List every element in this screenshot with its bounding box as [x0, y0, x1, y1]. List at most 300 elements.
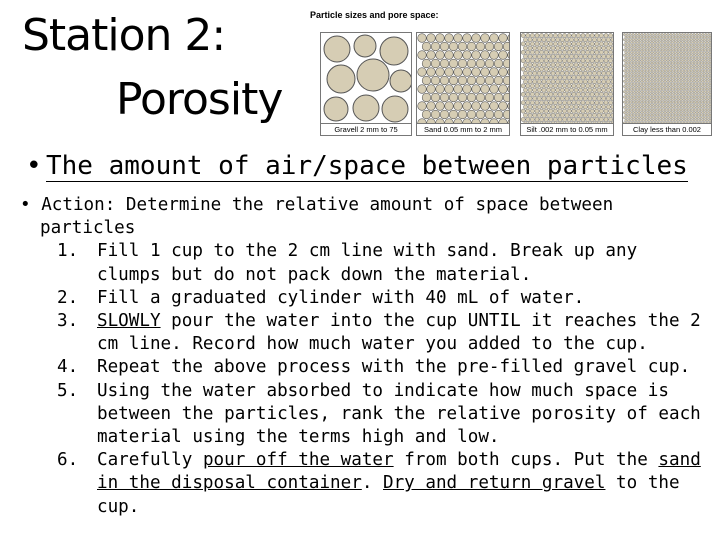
step-number: 2. [57, 287, 79, 308]
particle [530, 92, 534, 96]
particle [569, 63, 573, 67]
particle [705, 54, 707, 56]
particle [590, 33, 594, 37]
particle [645, 88, 647, 90]
particle [583, 63, 587, 67]
particle [654, 104, 656, 106]
particle [667, 44, 669, 46]
particle [540, 59, 544, 63]
particle [558, 92, 562, 96]
particle [604, 67, 608, 71]
particle [654, 72, 656, 74]
particle [576, 75, 580, 79]
particle [661, 59, 663, 61]
gravel-panel [320, 32, 412, 136]
particle [560, 113, 564, 117]
bullet-dot: • [26, 151, 42, 181]
particle [648, 109, 650, 111]
particle [597, 46, 601, 50]
particle [633, 57, 635, 59]
particle [651, 83, 653, 85]
particle [535, 117, 539, 121]
particle [668, 46, 670, 48]
particle [697, 52, 699, 54]
particle [523, 96, 527, 100]
particle [684, 75, 686, 77]
particle [668, 62, 670, 64]
particle [670, 111, 672, 113]
particle [671, 104, 673, 106]
particle [674, 98, 676, 100]
particle [625, 78, 627, 80]
particle [632, 101, 634, 103]
particle [625, 36, 627, 38]
particle [526, 84, 530, 88]
list-item [20, 449, 710, 519]
particle [671, 36, 673, 38]
particle [705, 59, 707, 61]
particle [639, 98, 641, 100]
particle [664, 33, 666, 35]
particle [565, 46, 569, 50]
particle [702, 33, 704, 35]
particle [597, 113, 601, 117]
particle [579, 46, 583, 50]
particle [641, 33, 643, 35]
particle [623, 85, 625, 87]
particle [574, 71, 578, 75]
particle [463, 102, 472, 111]
particle [602, 54, 606, 58]
particle [604, 50, 608, 54]
particle [638, 101, 640, 103]
particle [626, 80, 628, 82]
particle [542, 105, 546, 109]
particle [709, 114, 711, 116]
particle [636, 93, 638, 95]
particle [702, 49, 704, 51]
particle [625, 88, 627, 90]
particle [544, 59, 548, 63]
particle [709, 62, 711, 64]
particle [625, 119, 627, 121]
particle [490, 68, 499, 77]
particle [586, 117, 590, 121]
particle [586, 42, 590, 46]
particle [681, 49, 683, 51]
particle [528, 105, 532, 109]
particle [674, 78, 676, 80]
particle [595, 42, 599, 46]
particle [530, 42, 534, 46]
particle [658, 49, 660, 51]
particle [660, 78, 662, 80]
particle [551, 88, 555, 92]
particle [631, 104, 633, 106]
particle [546, 105, 550, 109]
particle [694, 93, 696, 95]
particle [633, 41, 635, 43]
particle [499, 68, 508, 77]
particle [651, 78, 653, 80]
particle [436, 34, 445, 43]
particle [658, 54, 660, 56]
particle [490, 34, 499, 43]
particle [706, 78, 708, 80]
particle [609, 42, 613, 46]
particle [544, 50, 548, 54]
particle [636, 98, 638, 100]
particle [662, 72, 664, 74]
particle [494, 110, 503, 119]
particle [696, 44, 698, 46]
particle [667, 33, 669, 35]
particle [684, 117, 686, 119]
step-emphasis: Dry and return gravel [383, 473, 606, 494]
particle [697, 72, 699, 74]
diagram-title: Particle sizes and pore space: [310, 10, 439, 20]
particle [633, 78, 635, 80]
particle [523, 63, 527, 67]
particle [654, 98, 656, 100]
particle [597, 38, 601, 42]
particle [644, 106, 646, 108]
particle [551, 80, 555, 84]
particle [623, 65, 625, 67]
particle [706, 46, 708, 48]
particle [706, 109, 708, 111]
particle [690, 117, 692, 119]
particle [680, 62, 682, 64]
particle [642, 98, 644, 100]
particle [644, 49, 646, 51]
particle [658, 75, 660, 77]
particle [648, 104, 650, 106]
particle [606, 80, 610, 84]
particle [629, 70, 631, 72]
particle [599, 101, 603, 105]
particle [629, 111, 631, 113]
sand-panel [416, 32, 510, 136]
particle [494, 93, 503, 102]
page-title-line1: Station 2: [22, 10, 226, 61]
particle [629, 59, 631, 61]
particle [709, 46, 711, 48]
particle [560, 54, 564, 58]
particle [683, 57, 685, 59]
particle [670, 44, 672, 46]
particle [705, 33, 707, 35]
particle [629, 54, 631, 56]
particle [700, 119, 702, 121]
particle [629, 49, 631, 51]
particle [645, 93, 647, 95]
particle [449, 59, 458, 68]
particle [633, 72, 635, 74]
particle [668, 88, 670, 90]
particle [693, 59, 695, 61]
particle [632, 59, 634, 61]
particle [642, 41, 644, 43]
particle [697, 36, 699, 38]
particle [540, 101, 544, 105]
particle [613, 75, 614, 79]
particle [686, 109, 688, 111]
particle [611, 71, 614, 75]
particle [609, 50, 613, 54]
particle [657, 46, 659, 48]
particle [678, 49, 680, 51]
particle [481, 34, 490, 43]
particle [660, 52, 662, 54]
particle [390, 70, 412, 92]
particle [528, 113, 532, 117]
step-text: Repeat the above process with the pre-filled gravel cup. [97, 357, 691, 378]
particle [699, 39, 701, 41]
particle [530, 59, 534, 63]
particle [696, 117, 698, 119]
particle [668, 52, 670, 54]
particle [427, 102, 436, 111]
particle [674, 57, 676, 59]
particle [691, 52, 693, 54]
particle [684, 33, 686, 35]
particle [590, 75, 594, 79]
particle [673, 54, 675, 56]
particle [657, 83, 659, 85]
particle [629, 80, 631, 82]
particle [652, 54, 654, 56]
particle [449, 93, 458, 102]
particle [667, 80, 669, 82]
particle [537, 71, 541, 75]
particle [676, 101, 678, 103]
particle [572, 117, 576, 121]
particle [651, 52, 653, 54]
particle [700, 67, 702, 69]
particle [537, 46, 541, 50]
particle [588, 63, 592, 67]
list-item [20, 380, 710, 450]
particle [707, 111, 709, 113]
particle [569, 46, 573, 50]
particle [677, 72, 679, 74]
particle [644, 96, 646, 98]
particle [662, 52, 664, 54]
particle [676, 91, 678, 93]
particle [626, 101, 628, 103]
particle [689, 93, 691, 95]
particle [671, 62, 673, 64]
particle [676, 75, 678, 77]
particle [657, 41, 659, 43]
particle [569, 88, 573, 92]
particle [664, 44, 666, 46]
particle [660, 88, 662, 90]
particle [563, 50, 567, 54]
particle [707, 44, 709, 46]
particle [563, 33, 567, 37]
particle [642, 83, 644, 85]
particle [609, 101, 613, 105]
particle [422, 93, 431, 102]
particle [678, 91, 680, 93]
particle [676, 96, 678, 98]
particle [667, 101, 669, 103]
particle [703, 93, 705, 95]
particle [696, 59, 698, 61]
particle [706, 119, 708, 121]
particle [667, 75, 669, 77]
particle [696, 111, 698, 113]
particle [687, 70, 689, 72]
particle [658, 39, 660, 41]
particle [611, 63, 614, 67]
particle [537, 113, 541, 117]
particle [641, 111, 643, 113]
particle [676, 70, 678, 72]
particle [668, 72, 670, 74]
particle [567, 50, 571, 54]
particle [660, 67, 662, 69]
particle [542, 113, 546, 117]
particle [540, 117, 544, 121]
particle [670, 33, 672, 35]
particle [599, 75, 603, 79]
particle [628, 57, 630, 59]
particle [606, 63, 610, 67]
particle [537, 96, 541, 100]
particle [638, 91, 640, 93]
particle [705, 111, 707, 113]
particle [641, 65, 643, 67]
particle [707, 91, 709, 93]
particle [667, 96, 669, 98]
particle [535, 75, 539, 79]
particle [661, 70, 663, 72]
particle [684, 85, 686, 87]
particle [703, 98, 705, 100]
particle [652, 85, 654, 87]
particle [690, 44, 692, 46]
particle [664, 39, 666, 41]
particle [629, 106, 631, 108]
particle [649, 39, 651, 41]
action-continuation: particles [40, 218, 136, 239]
particle [635, 39, 637, 41]
particle [530, 109, 534, 113]
particle [694, 104, 696, 106]
particle [667, 54, 669, 56]
particle [542, 54, 546, 58]
particle [694, 41, 696, 43]
particle [664, 85, 666, 87]
particle [481, 68, 490, 77]
particle [472, 68, 481, 77]
particle [565, 71, 569, 75]
particle [662, 109, 664, 111]
particle [664, 80, 666, 82]
particle [595, 33, 599, 37]
particle [671, 119, 673, 121]
particle [629, 65, 631, 67]
particle [661, 117, 663, 119]
particle [631, 36, 633, 38]
particle [700, 88, 702, 90]
step-text: . [361, 473, 383, 494]
particle [709, 72, 711, 74]
particle [684, 111, 686, 113]
particle [670, 117, 672, 119]
particle [657, 57, 659, 59]
particle [611, 88, 614, 92]
particle [556, 80, 560, 84]
particle [671, 98, 673, 100]
list-item [20, 310, 710, 356]
particle [639, 57, 641, 59]
particle [677, 46, 679, 48]
particle [658, 80, 660, 82]
particle [654, 67, 656, 69]
particle [636, 119, 638, 121]
particle [678, 75, 680, 77]
particle [380, 37, 408, 65]
particle [535, 84, 539, 88]
particle [687, 96, 689, 98]
particle [551, 38, 555, 42]
particle [494, 76, 503, 85]
particle [526, 109, 530, 113]
particle [635, 54, 637, 56]
particle [535, 50, 539, 54]
particle [691, 104, 693, 106]
particle [697, 57, 699, 59]
particle [655, 106, 657, 108]
particle [684, 106, 686, 108]
main-bullet-text: The amount of air/space between particles [46, 151, 688, 181]
particle [569, 80, 573, 84]
particle [481, 85, 490, 94]
particle [632, 91, 634, 93]
particle [565, 96, 569, 100]
particle [677, 67, 679, 69]
particle [418, 34, 427, 43]
particle [642, 119, 644, 121]
particle [553, 109, 557, 113]
particle [595, 59, 599, 63]
particle [583, 80, 587, 84]
particle [499, 102, 508, 111]
particle [686, 93, 688, 95]
particle [422, 110, 431, 119]
particle [676, 49, 678, 51]
particle [687, 54, 689, 56]
particle [665, 46, 667, 48]
particle [658, 96, 660, 98]
particle [657, 88, 659, 90]
particle [635, 70, 637, 72]
particle [676, 111, 678, 113]
gravel-particles-illustration [321, 33, 412, 125]
particle [690, 111, 692, 113]
particle [521, 42, 525, 46]
particle [652, 65, 654, 67]
particle [427, 85, 436, 94]
particle [668, 104, 670, 106]
particle [645, 72, 647, 74]
particle [551, 46, 555, 50]
particle [670, 65, 672, 67]
